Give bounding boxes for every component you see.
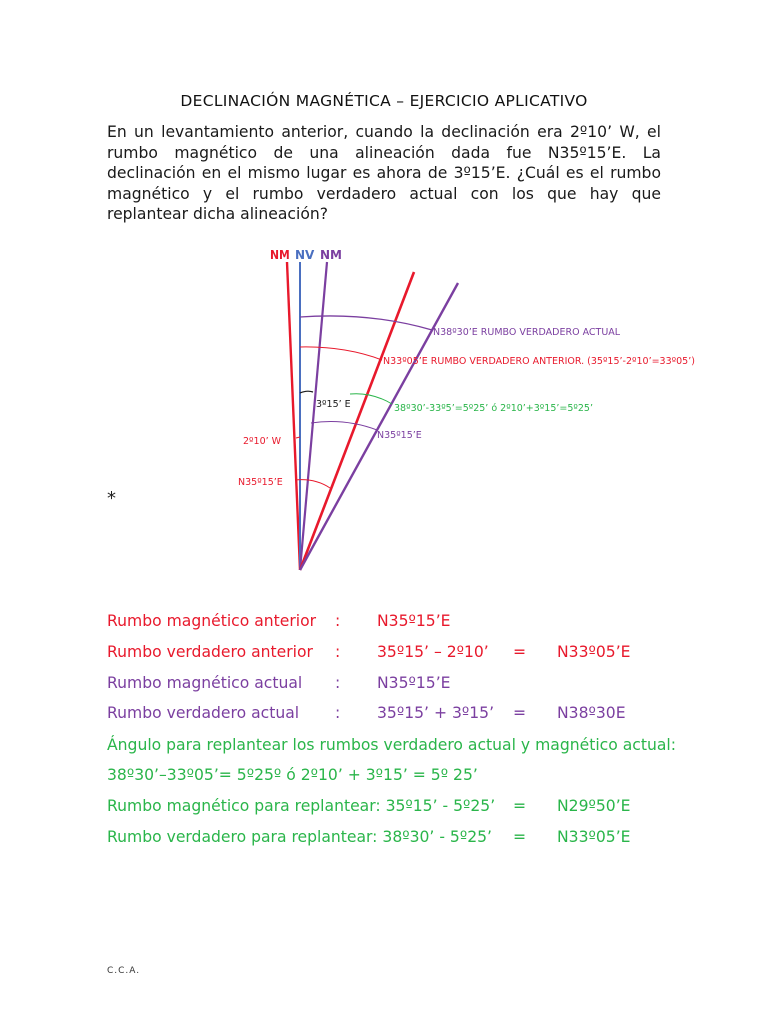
- arc-declinacion-actual: [300, 391, 313, 393]
- result-label: Rumbo magnético actual: [107, 674, 303, 692]
- replanteo-eq: =: [513, 828, 527, 846]
- result-sep: :: [335, 704, 341, 722]
- label-declinacion-actual: 3º15’ E: [316, 399, 351, 410]
- arc-diferencia: [350, 394, 392, 404]
- result-label: Rumbo verdadero actual: [107, 704, 300, 722]
- result-expr: 35º15’ + 3º15’: [377, 704, 495, 722]
- green-line-1-text: Ángulo para replantear los rumbos verdadero actual y magnético actual:: [107, 736, 676, 754]
- label-nv: NV: [295, 248, 315, 262]
- result-label: Rumbo verdadero anterior: [107, 643, 313, 661]
- replanteo-value: N29º50’E: [557, 797, 631, 815]
- result-value: N38º30E: [557, 704, 626, 722]
- label-nm-purple: NM: [320, 248, 342, 262]
- label-rv-actual: N38º30’E RUMBO VERDADERO ACTUAL: [433, 327, 621, 338]
- page-title: DECLINACIÓN MAGNÉTICA – EJERCICIO APLICATIVO: [180, 92, 588, 110]
- problem-statement: En un levantamiento anterior, cuando la declinación era 2º10’ W, el rumbo magnético de una alineación dada fue N35º15’E. La declinación en el mismo lugar es ahora de 3º15’E. ¿Cuál es el rumbo magnético y el rumbo verdadero actual con los que hay que replantear dicha alineación?: [107, 123, 661, 223]
- replanteo-label: Rumbo magnético para replantear: 35º15’ - 5º25’: [107, 797, 496, 815]
- label-rm-actual: N35º15’E: [377, 430, 422, 441]
- result-value: N33º05’E: [557, 643, 631, 661]
- label-rv-anterior: N33º05’E RUMBO VERDADERO ANTERIOR. (35º15’-2º10’=33º05’): [383, 356, 695, 367]
- result-eq: =: [513, 704, 527, 722]
- label-rm-anterior: N35º15’E: [238, 477, 283, 488]
- nm-actual-line: [300, 262, 327, 570]
- replanteo-value: N33º05’E: [557, 828, 631, 846]
- result-label: Rumbo magnético anterior: [107, 612, 317, 630]
- replanteo-eq: =: [513, 797, 527, 815]
- result-eq: =: [513, 643, 527, 661]
- asterisk-mark: *: [107, 488, 116, 509]
- label-diferencia: 38º30’-33º5’=5º25’ ó 2º10’+3º15’=5º25’: [394, 403, 593, 414]
- result-expr: N35º15’E: [377, 674, 451, 692]
- arc-rv-actual: [300, 316, 432, 330]
- result-sep: :: [335, 612, 341, 630]
- result-sep: :: [335, 674, 341, 692]
- label-declinacion-anterior: 2º10’ W: [243, 436, 282, 447]
- nm-anterior-line: [287, 262, 300, 570]
- arc-rm-actual: [311, 422, 377, 430]
- arc-rv-anterior: [300, 347, 382, 360]
- label-nm-red: NM: [270, 248, 290, 262]
- replanteo-label: Rumbo verdadero para replantear: 38º30’ - 5º25’: [107, 828, 492, 846]
- result-expr: 35º15’ – 2º10’: [377, 643, 489, 661]
- green-line-2-text: 38º30’–33º05’= 5º25º ó 2º10’ + 3º15’ = 5º 25’: [107, 766, 478, 784]
- result-sep: :: [335, 643, 341, 661]
- footer-initials: C.C.A.: [107, 966, 141, 976]
- result-expr: N35º15’E: [377, 612, 451, 630]
